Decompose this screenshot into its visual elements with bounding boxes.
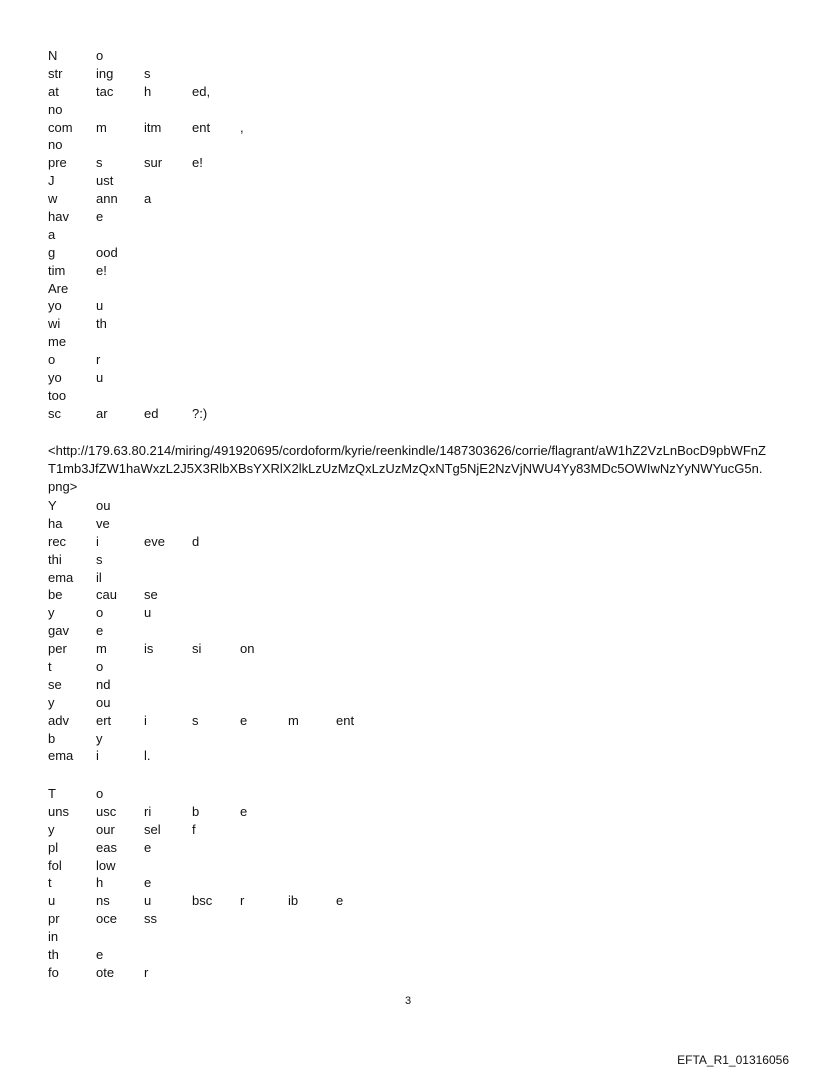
text-fragment: o	[96, 786, 104, 801]
text-fragment: in	[48, 929, 59, 945]
text-fragment: rec	[48, 533, 67, 549]
text-fragment: e!	[192, 155, 203, 171]
text-fragment: m	[288, 712, 299, 728]
text-row	[48, 226, 768, 244]
text-fragment: th	[48, 947, 59, 963]
text-fragment: h	[144, 83, 152, 99]
text-fragment: s	[96, 551, 103, 567]
text-fragment: i	[144, 712, 147, 728]
text-fragment: pr	[48, 911, 60, 927]
text-row	[48, 551, 768, 569]
text-fragment: Y	[48, 498, 57, 513]
text-fragment: ust	[96, 173, 114, 189]
text-row	[48, 964, 768, 982]
text-fragment: too	[48, 387, 67, 403]
text-fragment: u	[48, 893, 56, 909]
text-fragment: sel	[144, 821, 161, 837]
text-fragment: r	[240, 893, 245, 909]
text-fragment: on	[240, 641, 255, 657]
document-id: EFTA_R1_01316056	[677, 1053, 789, 1067]
text-row	[48, 533, 768, 551]
text-fragment: tac	[96, 83, 114, 99]
text-fragment: w	[48, 191, 58, 207]
text-row	[48, 101, 768, 119]
text-row	[48, 119, 768, 137]
text-row	[48, 369, 768, 387]
text-row	[48, 821, 768, 839]
text-row	[48, 874, 768, 892]
text-row	[48, 83, 768, 101]
text-fragment: e!	[96, 262, 107, 278]
text-row	[48, 297, 768, 315]
text-fragment: s	[96, 155, 103, 171]
text-fragment: sc	[48, 405, 61, 421]
text-fragment: u	[144, 605, 152, 621]
text-fragment: y	[48, 605, 55, 621]
text-fragment: ou	[96, 694, 111, 710]
text-fragment: m	[96, 119, 107, 135]
text-fragment: eas	[96, 839, 117, 855]
text-fragment: our	[96, 821, 115, 837]
text-row	[48, 803, 768, 821]
text-row	[48, 658, 768, 676]
text-fragment: s	[144, 65, 151, 81]
text-fragment: e	[336, 893, 344, 909]
text-fragment: cau	[96, 587, 117, 603]
text-fragment: ar	[96, 405, 108, 421]
text-row	[48, 387, 768, 405]
text-fragment: be	[48, 587, 63, 603]
text-row	[48, 244, 768, 262]
page-number: 3	[404, 995, 412, 1007]
text-fragment: i	[96, 748, 99, 764]
text-fragment: l.	[144, 748, 151, 764]
text-fragment: u	[96, 298, 104, 314]
text-fragment: e	[96, 623, 104, 639]
text-fragment: s	[192, 712, 199, 728]
text-fragment: y	[48, 694, 55, 710]
text-fragment: y	[96, 730, 103, 746]
text-row	[48, 333, 768, 351]
text-fragment: oce	[96, 911, 117, 927]
text-fragment: r	[96, 352, 101, 368]
image-link-text: <http://179.63.80.214/miring/491920695/cordoform/kyrie/reenkindle/1487303626/corrie/flagrant/aW1hZ2VzLnBocD9pbWFnZT1mb3JfZW1haWxzL2J5X3RlbXBsYXRlX2lkLzUzMzQxLzUzMzQxNTg5NjE2NzVjNWU4Yy83MDc5OWIwNzYyNWYucG5n.png>	[48, 443, 766, 494]
text-fragment: ent	[192, 119, 211, 135]
text-row	[48, 65, 768, 83]
text-fragment: ,	[240, 119, 244, 135]
text-fragment: ed	[144, 405, 159, 421]
text-fragment: ema	[48, 569, 74, 585]
text-row	[48, 172, 768, 190]
text-fragment: y	[48, 821, 55, 837]
text-fragment: se	[48, 676, 62, 692]
text-fragment: me	[48, 334, 67, 350]
text-row	[48, 910, 768, 928]
text-fragment: ed,	[192, 83, 211, 99]
text-fragment: str	[48, 65, 63, 81]
text-fragment: eve	[144, 533, 165, 549]
text-fragment: u	[144, 893, 152, 909]
text-fragment: ema	[48, 748, 74, 764]
text-fragment: h	[96, 875, 104, 891]
text-row	[48, 586, 768, 604]
text-fragment: e	[240, 712, 248, 728]
text-fragment: pl	[48, 839, 59, 855]
text-fragment: ing	[96, 65, 114, 81]
text-fragment: il	[96, 569, 102, 585]
text-fragment: no	[48, 137, 63, 153]
text-row	[48, 208, 768, 226]
text-fragment: e	[240, 803, 248, 819]
text-fragment: e	[96, 209, 104, 225]
text-fragment: gav	[48, 623, 69, 639]
text-row	[48, 604, 768, 622]
text-fragment: J	[48, 173, 55, 189]
text-fragment: g	[48, 244, 56, 260]
text-fragment: N	[48, 48, 58, 63]
text-fragment: pre	[48, 155, 67, 171]
text-fragment: f	[192, 821, 196, 837]
text-fragment: at	[48, 83, 59, 99]
text-fragment: com	[48, 119, 73, 135]
text-row	[48, 712, 768, 730]
text-fragment: ood	[96, 244, 118, 260]
text-fragment: o	[96, 659, 104, 675]
text-fragment: th	[96, 316, 107, 332]
fragmented-message-block	[48, 47, 768, 423]
text-fragment: ns	[96, 893, 110, 909]
text-fragment: i	[96, 533, 99, 549]
text-row	[48, 676, 768, 694]
text-row	[48, 622, 768, 640]
text-fragment: adv	[48, 712, 69, 728]
text-fragment: Are	[48, 280, 69, 296]
text-fragment: a	[48, 226, 56, 242]
text-row	[48, 47, 768, 65]
text-fragment: u	[96, 370, 104, 386]
text-row	[48, 892, 768, 910]
text-fragment: ve	[96, 515, 110, 531]
text-fragment: ou	[96, 498, 111, 513]
text-row	[48, 190, 768, 208]
text-fragment: t	[48, 659, 52, 675]
text-fragment: fol	[48, 857, 62, 873]
text-fragment: yo	[48, 298, 62, 314]
text-row	[48, 928, 768, 946]
text-fragment: se	[144, 587, 158, 603]
text-row	[48, 839, 768, 857]
text-fragment: no	[48, 101, 63, 117]
text-row	[48, 497, 768, 515]
text-fragment: is	[144, 641, 154, 657]
unsubscribe-notice-block	[48, 785, 768, 982]
text-row	[48, 154, 768, 172]
text-row	[48, 405, 768, 423]
text-fragment: bsc	[192, 893, 213, 909]
text-fragment: ri	[144, 803, 152, 819]
text-fragment: T	[48, 786, 56, 801]
text-fragment: t	[48, 875, 52, 891]
text-fragment: sur	[144, 155, 163, 171]
text-fragment: ote	[96, 964, 115, 980]
text-row	[48, 946, 768, 964]
text-fragment: a	[144, 191, 152, 207]
text-row	[48, 136, 768, 154]
text-fragment: e	[96, 947, 104, 963]
text-fragment: o	[96, 48, 104, 63]
text-row	[48, 747, 768, 765]
text-fragment: nd	[96, 676, 111, 692]
text-fragment: b	[48, 730, 56, 746]
text-fragment: m	[96, 641, 107, 657]
text-fragment: wi	[48, 316, 61, 332]
text-fragment: e	[144, 875, 152, 891]
text-fragment: yo	[48, 370, 62, 386]
text-fragment: si	[192, 641, 202, 657]
text-fragment: usc	[96, 803, 117, 819]
text-row	[48, 730, 768, 748]
text-fragment: d	[192, 533, 200, 549]
text-fragment: itm	[144, 119, 162, 135]
text-row	[48, 857, 768, 875]
text-fragment: ?:)	[192, 405, 208, 421]
text-fragment: e	[144, 839, 152, 855]
text-row	[48, 694, 768, 712]
text-fragment: uns	[48, 803, 69, 819]
text-row	[48, 262, 768, 280]
text-fragment: per	[48, 641, 67, 657]
text-fragment: o	[96, 605, 104, 621]
text-row	[48, 569, 768, 587]
text-fragment: o	[48, 352, 56, 368]
text-fragment: ann	[96, 191, 118, 207]
text-fragment: ent	[336, 712, 355, 728]
text-row	[48, 280, 768, 298]
text-fragment: ss	[144, 911, 157, 927]
text-fragment: ha	[48, 515, 63, 531]
text-fragment: r	[144, 964, 149, 980]
text-fragment: b	[192, 803, 200, 819]
text-row	[48, 351, 768, 369]
text-row	[48, 315, 768, 333]
text-fragment: fo	[48, 964, 59, 980]
text-row	[48, 640, 768, 658]
text-row	[48, 515, 768, 533]
text-fragment: ert	[96, 712, 112, 728]
text-row	[48, 785, 768, 803]
text-fragment: tim	[48, 262, 66, 278]
permission-notice-block	[48, 497, 768, 765]
text-fragment: ib	[288, 893, 299, 909]
text-fragment: thi	[48, 551, 62, 567]
text-fragment: low	[96, 857, 116, 873]
text-fragment: hav	[48, 209, 69, 225]
